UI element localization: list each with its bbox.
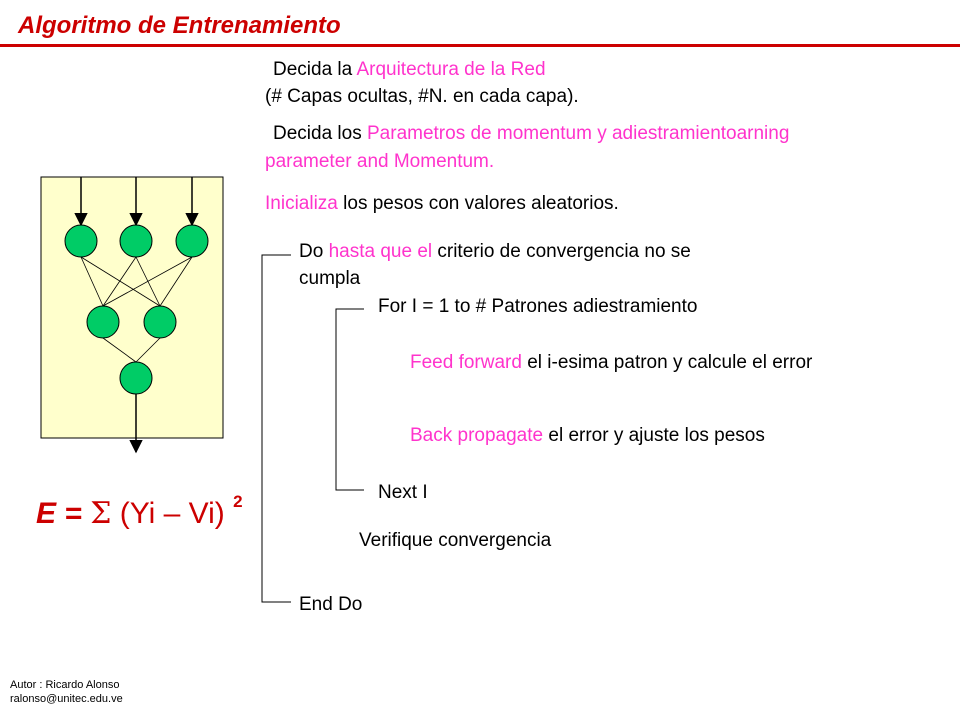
output-node <box>120 362 152 394</box>
input-node <box>120 225 152 257</box>
slide-title: Algoritmo de Entrenamiento <box>18 12 341 39</box>
step-architecture-detail: (# Capas ocultas, #N. en cada capa). <box>265 86 579 107</box>
diagram-panel <box>41 177 223 438</box>
back-propagate-step: Back propagate el error y ajuste los pesos <box>410 425 765 446</box>
step-initialize: Inicializa los pesos con valores aleatorios. <box>265 193 619 214</box>
error-formula: E = Σ (Yi – Vi) $^2$ <box>36 492 243 531</box>
for-loop-end: Next I <box>378 482 428 503</box>
feed-forward-step: Feed forward el i-esima patron y calcule el error <box>410 352 813 373</box>
do-loop-end: End Do <box>299 594 363 615</box>
for-loop-bracket <box>336 309 364 490</box>
do-loop-header-cont: cumpla <box>299 268 361 289</box>
step-parameters-detail: parameter and Momentum. <box>265 151 495 172</box>
hidden-node <box>87 306 119 338</box>
step-architecture: Decida la Arquitectura de la Red <box>273 59 546 80</box>
do-loop-header: Do hasta que el criterio de convergencia no se <box>299 241 691 262</box>
for-loop-header: For I = 1 to # Patrones adiestramiento <box>378 296 698 317</box>
author-credit: Autor : Ricardo Alonso ralonso@unitec.edu.ve <box>10 679 123 705</box>
verify-step: Verifique convergencia <box>359 530 552 551</box>
hidden-node <box>144 306 176 338</box>
step-parameters: Decida los Parametros de momentum y adiestramientoarning <box>273 123 790 144</box>
input-node <box>65 225 97 257</box>
input-node <box>176 225 208 257</box>
do-loop-bracket <box>262 255 291 602</box>
